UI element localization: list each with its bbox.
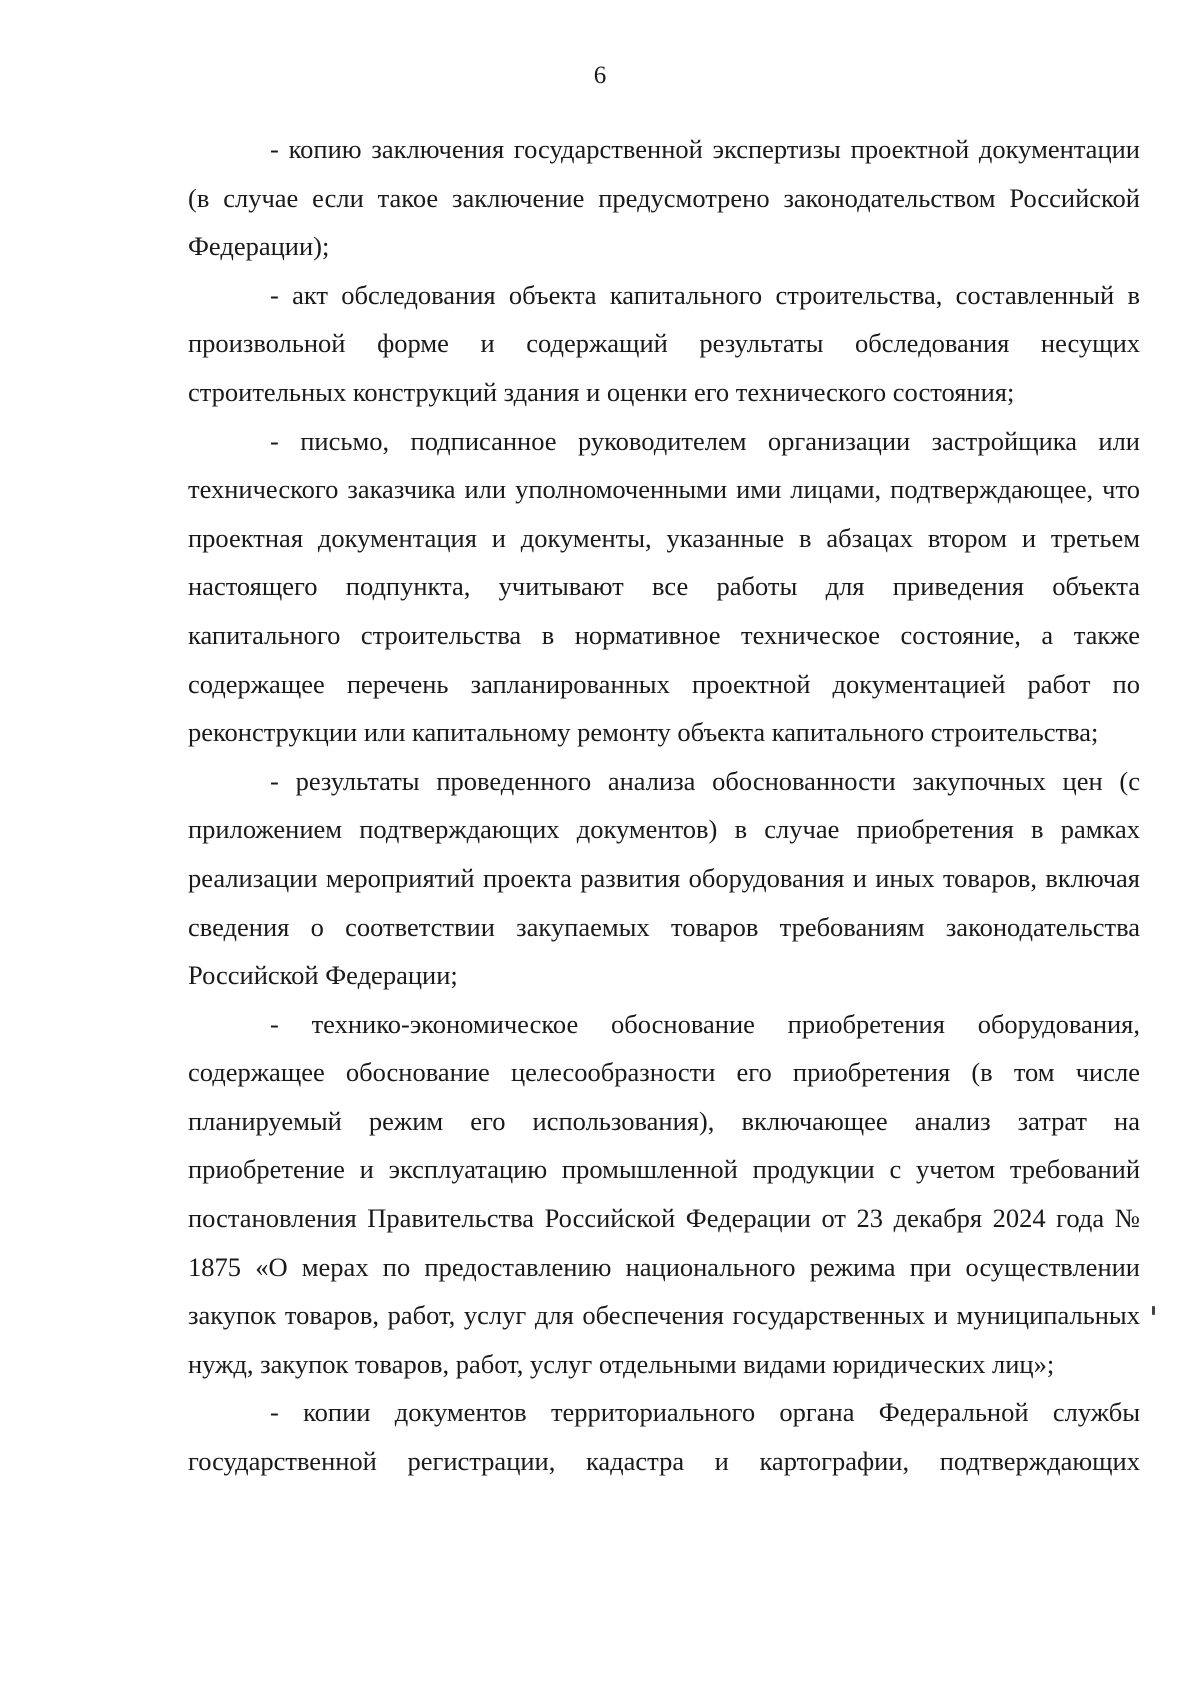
scan-speck bbox=[1152, 1306, 1155, 1315]
page-number: 6 bbox=[593, 62, 607, 89]
paragraph-developer-letter: - письмо, подписанное руководителем организации застройщика или технического заказчика или уполномоченными ими лицами, подтверждающее, что проектная документация и документы, указанные в абзацах втором и третьем настоящего подпункта, учитывают все работы для приведения объекта капитального строительства в нормативное техническое состояние, а также содержащее перечень запланированных проектной документацией работ по реконструкции или капитальному ремонту объекта капитального строительства; bbox=[188, 425, 1140, 748]
paragraph-feasibility-study: - технико-экономическое обоснование приобретения оборудования, содержащее обоснование целесообразности его приобретения (в том числе планируемый режим его использования), включающее анализ затрат на приобретение и эксплуатацию промышленной продукции с учетом требований постановления Правительства Российской Федерации от 23 декабря 2024 года № 1875 «О мерах по предоставлению национального режима при осуществлении закупок товаров, работ, услуг для обеспечения государственных и муниципальных нужд, закупок товаров, работ, услуг отдельными видами юридических лиц»; bbox=[188, 1008, 1140, 1379]
paragraph-registry-documents: - копии документов территориального органа Федеральной службы государственной регистрации, кадастра и картографии, подтверждающих bbox=[188, 1397, 1140, 1477]
paragraph-price-analysis: - результаты проведенного анализа обоснованности закупочных цен (с приложением подтверждающих документов) в случае приобретения в рамках реализации мероприятий проекта развития оборудования и иных товаров, включая сведения о соответствии закупаемых товаров требованиям законодательства Российской Федерации; bbox=[188, 765, 1140, 991]
paragraph-inspection-act: - акт обследования объекта капитального строительства, составленный в произвольной форме и содержащий результаты обследования несущих строительных конструкций здания и оценки его технического состояния; bbox=[188, 279, 1140, 407]
paragraph-expert-conclusion: - копию заключения государственной экспертизы проектной документации (в случае если такое заключение предусмотрено законодательством Российской Федерации); bbox=[188, 134, 1140, 262]
document-body bbox=[188, 125, 1140, 1486]
